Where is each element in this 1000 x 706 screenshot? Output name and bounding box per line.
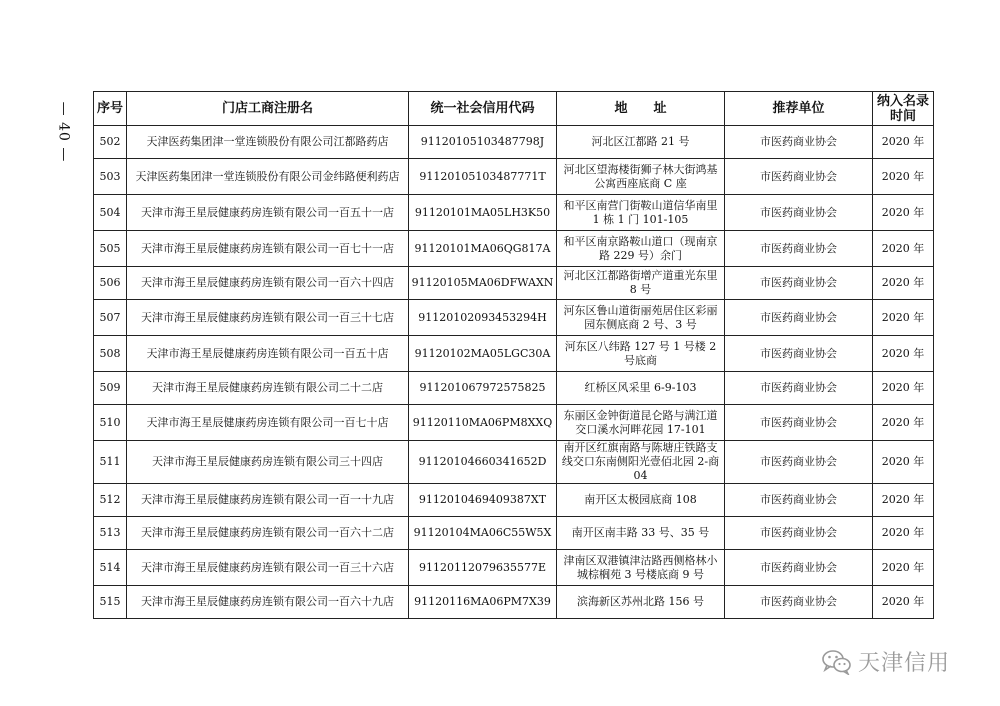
cell-address: 河东区八纬路 127 号 1 号楼 2 号底商 — [557, 336, 725, 372]
table-row — [94, 336, 934, 372]
cell-credit-code: 911201067972575825 — [409, 372, 557, 405]
cell-time: 2020 年 — [873, 586, 934, 619]
cell-time: 2020 年 — [873, 550, 934, 586]
header-time: 纳入名录时间 — [873, 92, 934, 126]
table-row — [94, 517, 934, 550]
cell-recommender: 市医药商业协会 — [725, 300, 873, 336]
cell-recommender: 市医药商业协会 — [725, 126, 873, 159]
cell-address: 河北区江都路 21 号 — [557, 126, 725, 159]
cell-address: 南开区南丰路 33 号、35 号 — [557, 517, 725, 550]
cell-recommender: 市医药商业协会 — [725, 231, 873, 267]
cell-recommender: 市医药商业协会 — [725, 372, 873, 405]
cell-seq: 505 — [94, 231, 127, 267]
cell-store-name: 天津市海王星辰健康药房连锁有限公司一百五十店 — [127, 336, 409, 372]
cell-seq: 506 — [94, 267, 127, 300]
cell-credit-code: 91120101MA05LH3K50 — [409, 195, 557, 231]
cell-store-name: 天津市海王星辰健康药房连锁有限公司一百三十七店 — [127, 300, 409, 336]
table-row — [94, 550, 934, 586]
cell-store-name: 天津医药集团津一堂连锁股份有限公司江都路药店 — [127, 126, 409, 159]
cell-credit-code: 91120102093453294H — [409, 300, 557, 336]
table-row — [94, 441, 934, 484]
cell-recommender: 市医药商业协会 — [725, 405, 873, 441]
cell-time: 2020 年 — [873, 484, 934, 517]
cell-time: 2020 年 — [873, 267, 934, 300]
header-recommender: 推荐单位 — [725, 92, 873, 126]
cell-store-name: 天津市海王星辰健康药房连锁有限公司一百六十二店 — [127, 517, 409, 550]
cell-seq: 507 — [94, 300, 127, 336]
cell-address: 南开区太极园底商 108 — [557, 484, 725, 517]
header-address: 地 址 — [557, 92, 725, 126]
cell-time: 2020 年 — [873, 126, 934, 159]
cell-time: 2020 年 — [873, 517, 934, 550]
cell-recommender: 市医药商业协会 — [725, 336, 873, 372]
cell-seq: 508 — [94, 336, 127, 372]
table-row — [94, 267, 934, 300]
cell-seq: 512 — [94, 484, 127, 517]
cell-recommender: 市医药商业协会 — [725, 267, 873, 300]
header-seq: 序号 — [94, 92, 127, 126]
cell-seq: 513 — [94, 517, 127, 550]
cell-time: 2020 年 — [873, 300, 934, 336]
cell-credit-code: 91120105103487771T — [409, 159, 557, 195]
cell-seq: 514 — [94, 550, 127, 586]
table-row — [94, 300, 934, 336]
table-row — [94, 195, 934, 231]
cell-store-name: 天津市海王星辰健康药房连锁有限公司三十四店 — [127, 441, 409, 484]
table-row — [94, 231, 934, 267]
cell-seq: 504 — [94, 195, 127, 231]
cell-recommender: 市医药商业协会 — [725, 517, 873, 550]
registry-table — [93, 91, 934, 619]
cell-time: 2020 年 — [873, 195, 934, 231]
cell-store-name: 天津医药集团津一堂连锁股份有限公司金纬路便利药店 — [127, 159, 409, 195]
cell-store-name: 天津市海王星辰健康药房连锁有限公司一百一十九店 — [127, 484, 409, 517]
cell-seq: 502 — [94, 126, 127, 159]
cell-address: 河北区江都路街增产道重光东里 8 号 — [557, 267, 725, 300]
cell-store-name: 天津市海王星辰健康药房连锁有限公司一百六十九店 — [127, 586, 409, 619]
cell-credit-code: 91120104660341652D — [409, 441, 557, 484]
cell-credit-code: 91120105MA06DFWAXN — [409, 267, 557, 300]
cell-credit-code: 91120110MA06PM8XXQ — [409, 405, 557, 441]
cell-address: 河北区望海楼街狮子林大街鸿基公寓西座底商 C 座 — [557, 159, 725, 195]
cell-address: 南开区红旗南路与陈塘庄铁路支线交口东南侧阳光壹佰北园 2-商 04 — [557, 441, 725, 484]
cell-credit-code: 91120102MA05LGC30A — [409, 336, 557, 372]
cell-seq: 515 — [94, 586, 127, 619]
cell-time: 2020 年 — [873, 405, 934, 441]
watermark — [822, 646, 950, 677]
cell-address: 津南区双港镇津沽路西侧格林小城棕榈苑 3 号楼底商 9 号 — [557, 550, 725, 586]
table-header-row — [94, 92, 934, 126]
cell-seq: 503 — [94, 159, 127, 195]
cell-seq: 511 — [94, 441, 127, 484]
cell-store-name: 天津市海王星辰健康药房连锁有限公司一百六十四店 — [127, 267, 409, 300]
cell-credit-code: 91120116MA06PM7X39 — [409, 586, 557, 619]
cell-time: 2020 年 — [873, 336, 934, 372]
cell-recommender: 市医药商业协会 — [725, 441, 873, 484]
cell-store-name: 天津市海王星辰健康药房连锁有限公司一百七十一店 — [127, 231, 409, 267]
cell-address: 河东区鲁山道街丽苑居住区彩丽园东侧底商 2 号、3 号 — [557, 300, 725, 336]
cell-store-name: 天津市海王星辰健康药房连锁有限公司一百三十六店 — [127, 550, 409, 586]
page-number — [48, 92, 78, 172]
table-row — [94, 484, 934, 517]
cell-address: 红桥区风采里 6-9-103 — [557, 372, 725, 405]
cell-address: 和平区南京路鞍山道口（现南京路 229 号）余门 — [557, 231, 725, 267]
cell-time: 2020 年 — [873, 441, 934, 484]
cell-credit-code: 9112010469409387XT — [409, 484, 557, 517]
table-row — [94, 126, 934, 159]
cell-credit-code: 91120105103487798J — [409, 126, 557, 159]
cell-recommender: 市医药商业协会 — [725, 195, 873, 231]
table-row — [94, 405, 934, 441]
cell-seq: 510 — [94, 405, 127, 441]
cell-credit-code: 91120101MA06QG817A — [409, 231, 557, 267]
cell-credit-code: 91120104MA06C55W5X — [409, 517, 557, 550]
header-credit-code: 统一社会信用代码 — [409, 92, 557, 126]
wechat-icon — [822, 649, 852, 675]
cell-store-name: 天津市海王星辰健康药房连锁有限公司二十二店 — [127, 372, 409, 405]
cell-recommender: 市医药商业协会 — [725, 159, 873, 195]
cell-time: 2020 年 — [873, 231, 934, 267]
cell-seq: 509 — [94, 372, 127, 405]
cell-time: 2020 年 — [873, 372, 934, 405]
table-row — [94, 159, 934, 195]
table-row — [94, 586, 934, 619]
cell-store-name: 天津市海王星辰健康药房连锁有限公司一百七十店 — [127, 405, 409, 441]
cell-store-name: 天津市海王星辰健康药房连锁有限公司一百五十一店 — [127, 195, 409, 231]
cell-recommender: 市医药商业协会 — [725, 550, 873, 586]
watermark-text: 天津信用 — [858, 651, 951, 676]
cell-credit-code: 91120112079635577E — [409, 550, 557, 586]
cell-address: 和平区南营门街鞍山道信华南里 1 栋 1 门 101-105 — [557, 195, 725, 231]
cell-recommender: 市医药商业协会 — [725, 586, 873, 619]
cell-time: 2020 年 — [873, 159, 934, 195]
table-row — [94, 372, 934, 405]
cell-address: 东丽区金钟街道昆仑路与满江道交口溪水河畔花园 17-101 — [557, 405, 725, 441]
cell-address: 滨海新区苏州北路 156 号 — [557, 586, 725, 619]
page-number-text: — 40 — — [55, 101, 71, 163]
header-store-name: 门店工商注册名 — [127, 92, 409, 126]
cell-recommender: 市医药商业协会 — [725, 484, 873, 517]
